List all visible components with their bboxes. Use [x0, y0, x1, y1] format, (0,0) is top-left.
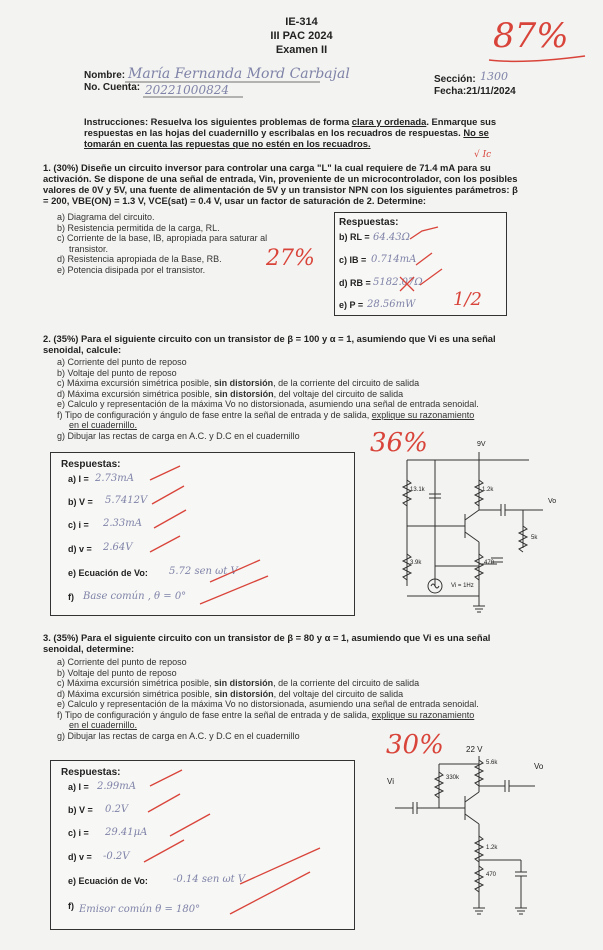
c3-rc-label: 5.6k: [486, 760, 498, 766]
account-underline: [143, 95, 253, 99]
p2-answer-value: Base común , θ = 0°: [83, 591, 187, 602]
section-label: Sección:: [434, 74, 476, 85]
p3-answer-label: c) i =: [68, 828, 89, 838]
account-label: No. Cuenta:: [84, 82, 141, 93]
answer-rb-label: d) RB =: [339, 278, 371, 288]
answer-ib-value: 0.714mA: [371, 254, 417, 265]
p3-answer-value: 2.99mA: [97, 781, 136, 792]
answers-title: Respuestas:: [61, 459, 121, 470]
problem-3-score: 30%: [386, 730, 444, 760]
problem-1-mark: √ Ic: [474, 150, 492, 160]
p3-answer-label: f): [68, 901, 74, 911]
answer-rb-value: 5182.07Ω: [373, 277, 423, 288]
problem-1-items: a) Diagrama del circuito. b) Resistencia permitida de la carga, RL. c) Corriente de la base, IB, apropiada para saturar al transistor. d) Resistencia apropiada de la Base, RB. e) Potencia disipada por el transistor.: [57, 212, 268, 275]
date-label: Fecha:21/11/2024: [434, 86, 516, 97]
account-number: 20221000824: [145, 83, 229, 97]
c3-re1-label: 1.2k: [486, 845, 498, 851]
p2-answer-label: c) i =: [68, 520, 89, 530]
p3-answer-value: 0.2V: [105, 804, 129, 815]
problem-2-checkmarks: [140, 458, 290, 608]
c2-source-label: Vi = 1Hz: [451, 583, 474, 589]
c3-re2-label: 470: [486, 872, 497, 878]
answer-p-score: 1/2: [453, 289, 482, 310]
p2-answer-value: 5.7412V: [105, 495, 148, 506]
instructions: Instrucciones: Resuelva los siguientes problemas de forma clara y ordenada. Enmarque sus respuestas en las hojas del cuadernillo y escribalas en los recuadros de respuestas. No se tomarán en cuenta las repuestas que no estén en los recuadros.: [84, 116, 497, 149]
p3-answer-label: a) I =: [68, 782, 89, 792]
p3-answer-label: d) v =: [68, 852, 92, 862]
p2-answer-value: 2.73mA: [95, 473, 134, 484]
total-grade: 87%: [493, 16, 569, 56]
answer-p-label: e) P =: [339, 300, 364, 310]
problem-3-checkmarks: [140, 764, 330, 924]
problem-1-checkmarks: [380, 225, 490, 305]
name-label: Nombre:: [84, 70, 126, 81]
p3-answer-value: 29.41μA: [105, 827, 148, 838]
p2-answer-label: b) V =: [68, 497, 93, 507]
circuit-2-diagram: [395, 436, 555, 616]
c2-re-label: 470: [484, 560, 495, 566]
problem-2-items: a) Corriente del punto de reposo b) Voltaje del punto de reposo c) Máxima excursión simétrica posible, sin distorsión, de la corriente del circuito de salida d) Máxima excursión simétrica posible, sin distorsión, del voltaje del circuito de salida e) Calculo y representación de la máxima Vo no distorsionada, asumiendo una señal de entrada senoidal. f) Tipo de configuración y ángulo de fase entre la señal de entrada y de salida, explique su razonamiento en el cuadernillo. g) Dibujar las rectas de carga en A.C. y D.C en el cuadernillo: [57, 357, 479, 441]
c3-vcc-label: 22 V: [466, 745, 483, 754]
exam-title: Examen II: [275, 44, 328, 56]
c3-vo-label: Vo: [534, 762, 544, 771]
answer-p-value: 28.56mW: [367, 299, 416, 310]
student-name: María Fernanda Mord Carbajal: [128, 66, 350, 82]
problem-3-statement: 3. (35%) Para el siguiente circuito con un transistor de β = 80 y α = 1, asumiendo que Vi es una señal senoidal, determine:: [43, 632, 491, 654]
p3-answer-label: b) V =: [68, 805, 93, 815]
grade-scribble: [485, 20, 595, 70]
p2-answer-label: e) Ecuación de Vo:: [68, 568, 148, 578]
c2-r2-label: 3.9k: [410, 560, 422, 566]
answer-rl-label: b) RL =: [339, 232, 370, 242]
p3-answer-value: -0.14 sen ωt V: [173, 874, 246, 885]
c3-rb-label: 330k: [446, 775, 460, 781]
name-underline: [125, 80, 325, 84]
c3-vi-label: Vi: [387, 777, 394, 786]
p3-answer-value: Emisor común θ = 180°: [79, 904, 201, 915]
section-value: 1300: [480, 70, 508, 83]
problem-3-items: a) Corriente del punto de reposo b) Voltaje del punto de reposo c) Máxima excursión simétrica posible, sin distorsión, de la corriente del circuito de salida d) Máxima excursión simétrica posible, sin distorsión, del voltaje del circuito de salida e) Calculo y representación de la máxima Vo no distorsionada, asumiendo una señal de entrada senoidal. f) Tipo de configuración y ángulo de fase entre la señal de entrada y de salida, explique su razonamiento en el cuadernillo. g) Dibujar las rectas de carga en A.C. y D.C en el cuadernillo: [57, 657, 479, 741]
c2-rl-label: 5k: [531, 535, 538, 541]
p2-answer-value: 5.72 sen ωt V: [169, 566, 238, 577]
p2-answer-value: 2.64V: [103, 542, 133, 553]
problem-2-statement: 2. (35%) Para el siguiente circuito con un transistor de β = 100 y α = 1, asumiendo que Vi es una señal senoidal, calcule:: [43, 333, 496, 355]
p2-answer-label: a) I =: [68, 474, 89, 484]
p3-answer-value: -0.2V: [103, 851, 130, 862]
p2-answer-label: d) v =: [68, 544, 92, 554]
problem-1-score: 27%: [266, 246, 315, 271]
c2-rc-label: 1.2k: [482, 487, 494, 493]
answer-rl-value: 64.43Ω: [373, 232, 410, 243]
c2-vcc-label: 9V: [477, 441, 486, 448]
answers-title: Respuestas:: [339, 217, 399, 228]
problem-1-statement: 1. (30%) Diseñe un circuito inversor para controlar una carga "L" la cual requiere de 71.4 mA para su activación. Se dispone de una señal de entrada, Vin, proveniente de un microcontrolador, con los posibles valores de 0V y 5V, una fuente de alimentación de 5V y un transistor NPN con los siguientes parámetros: β = 200, VBE(ON) = 1.3 V, VCE(sat) = 0.4 V, usar un factor de saturación de 2. Determine:: [43, 162, 518, 206]
course-code: IE-314: [285, 16, 318, 28]
term: III PAC 2024: [270, 30, 333, 42]
p3-answer-label: e) Ecuación de Vo:: [68, 876, 148, 886]
answer-ib-label: c) IB =: [339, 255, 367, 265]
circuit-3-diagram: [395, 748, 555, 918]
problem-2-score: 36%: [370, 428, 428, 458]
p2-answer-value: 2.33mA: [103, 518, 142, 529]
c2-r1-label: 13.1k: [410, 487, 425, 493]
c2-vo-label: Vo: [548, 498, 557, 505]
p2-answer-label: f): [68, 592, 74, 602]
answers-title: Respuestas:: [61, 767, 121, 778]
